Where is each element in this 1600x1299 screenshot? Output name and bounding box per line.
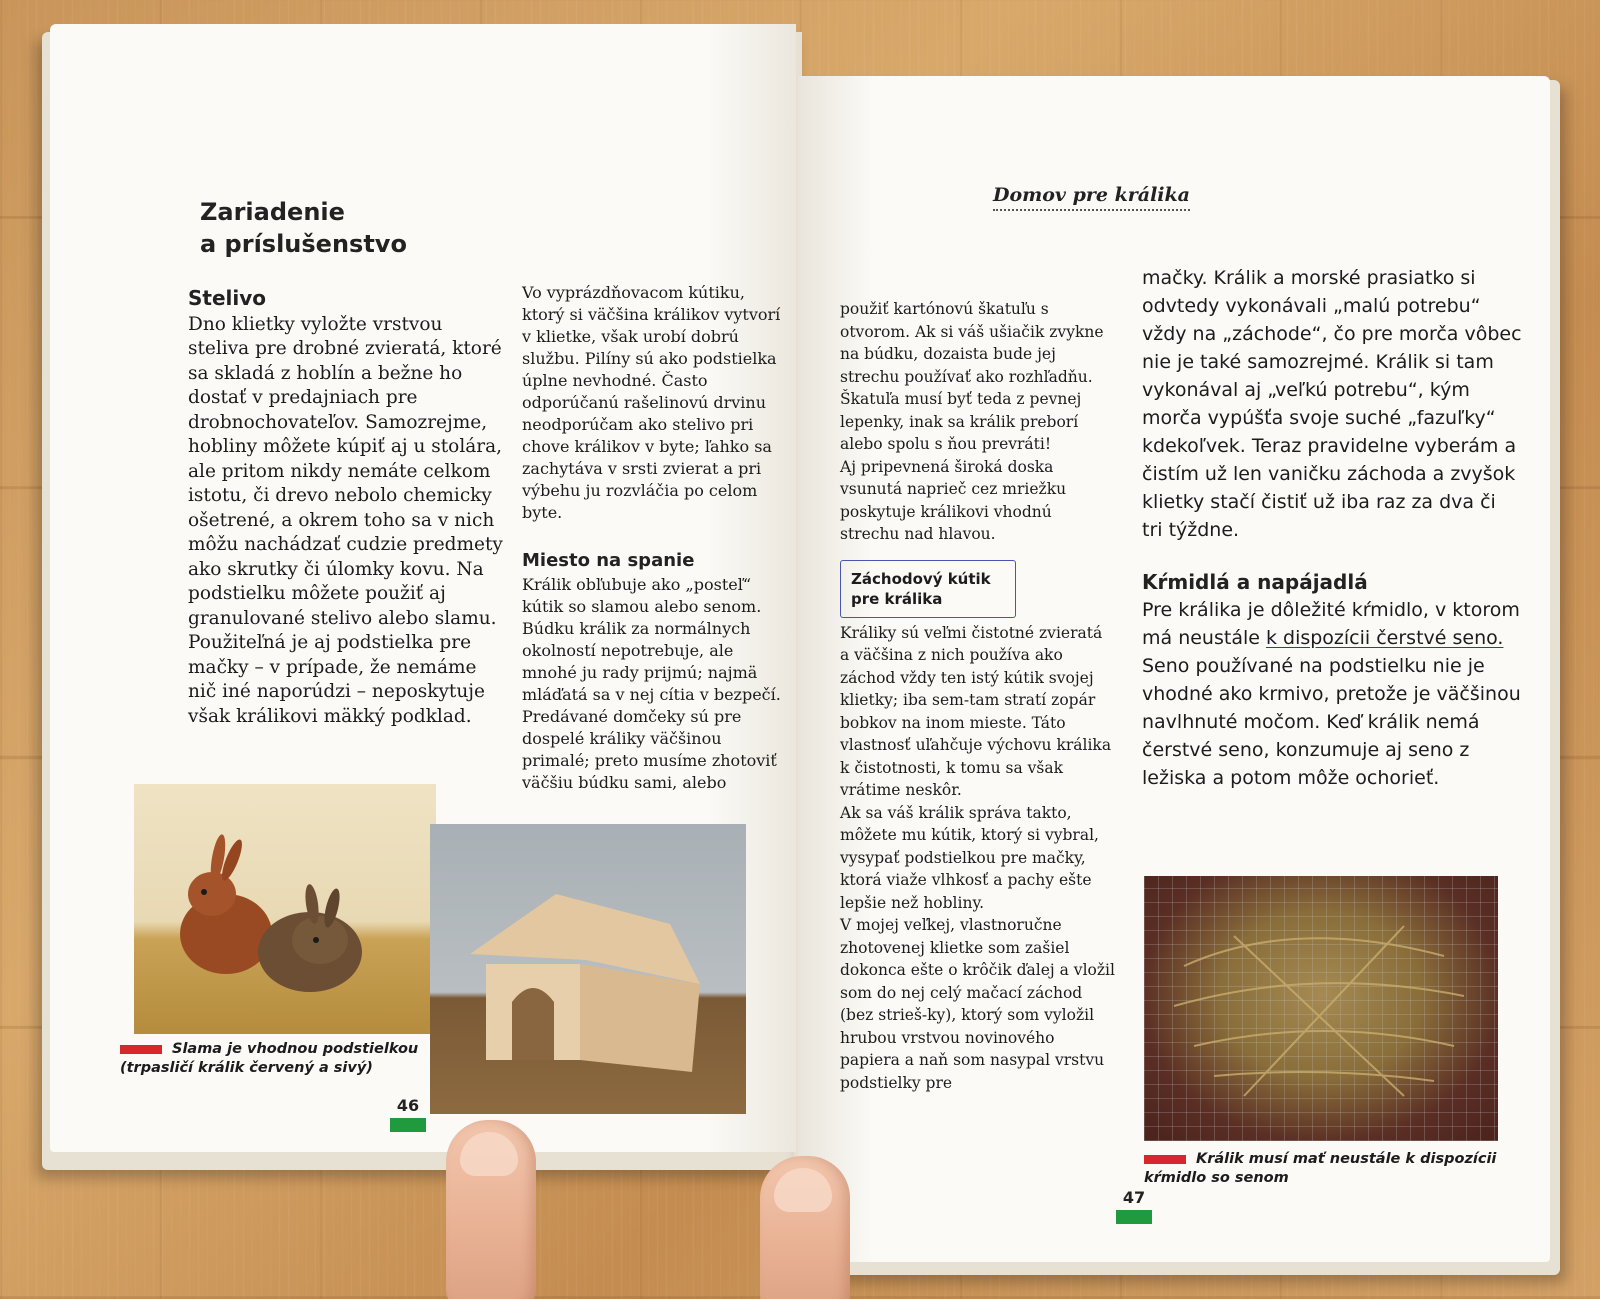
page-number: 46 [388, 1096, 428, 1132]
paragraph: Vo vyprázdňovacom kútiku, ktorý si väčšina králikov vytvorí v klietke, však urobí dobrú službu. Pilíny sú ako podstielka úplne nevhodné. Často odporúčanú rašelinovú drvinu neodporúčam ako stelivo pri chove králikov v byte; ľahko sa zachytáva v srsti zvierat a pri výbehu ju rozvláčia po celom byte. [522, 283, 781, 522]
photo-wooden-rabbit-house [430, 824, 746, 1114]
paragraph: Králik obľubuje ako „posteľ“ kútik so slamou alebo senom. Búdku králik za normálnych okolností nepotrebuje, ale mnohé ju rady prijmú; najmä mláďatá sa v nej cítia v bezpečí. Predávané domčeky sú pre dospelé králiky väčšinou primalé; preto musíme zhotoviť väčšiu búdku sami, alebo [522, 575, 781, 792]
photo-two-dwarf-rabbits-on-straw [134, 784, 436, 1034]
paragraph: V mojej veľkej, vlastnoručne zhotovenej klietke som zašiel dokonca ešte o krôčik ďalej a vložil som do nej celý mačací záchod (bez strieš-ky), ktorý som vyložil hrubou vrstvou novinového papiera a naň som nasypal vrstvu podstielky pre [840, 916, 1115, 1092]
page-title: Zariadenie a príslušenstvo [200, 198, 407, 258]
thumb-left [446, 1120, 536, 1299]
paragraph: mačky. Králik a morské prasiatko si odvtedy vykonávali „malú potrebu“ vždy na „záchode“, čo pre morča vôbec nie je také samozrejmé. Králik si tam vykonával aj „veľkú potrebu“, kým morča vypúšťa svoje suché „fazuľky“ kdekoľvek. Teraz pravidelne vyberám a čistím už len vaničku záchoda a zvyšok klietky stačí čistiť už iba raz za dva či tri týždne. [1142, 267, 1522, 541]
book-spread [38, 10, 1560, 1278]
paragraph: Pre králika je dôležité kŕmidlo, v ktorom má neustále k dispozícii čerstvé seno. Seno používané na podstielku nie je vhodné ako krmivo, pretože je väčšinou navlhnuté močom. Keď králik nemá čerstvé seno, konzumuje aj seno z ležiska a potom môže ochorieť. [1142, 599, 1521, 789]
running-head: Domov pre králika [993, 184, 1190, 211]
page-tab [390, 1118, 426, 1132]
fingernail [460, 1132, 518, 1176]
right-page [798, 76, 1550, 1262]
photo-caption: Králik musí mať neustále k dispozícii kŕmidlo so senom [1144, 1151, 1497, 1186]
photo-caption: Slama je vhodnou podstielkou (trpasličí králik červený a sivý) [120, 1041, 419, 1076]
left-column-1 [188, 286, 506, 729]
section-heading-stelivo: Stelivo [188, 286, 267, 310]
thumb-right [760, 1156, 850, 1299]
page-number: 47 [1114, 1188, 1154, 1224]
fingernail [774, 1168, 832, 1212]
page-tab [1116, 1210, 1152, 1224]
left-column-2 [522, 282, 784, 794]
paragraph: Dno klietky vyložte vrstvou steliva pre drobné zvieratá, ktoré sa skladá z hoblín a bežne ho dostať v predajniach pre drobnochovateľov. Samozrejme, hobliny môžete kúpiť aj u stolára, ale pritom nikdy nemáte celkom istotu, či drevo nebolo chemicky ošetrené, a okrem toho sa v nich môžu nachádzať cudzie predmety ako skrutky či úlomky kovu. Na podstielku môžete použiť aj granulované stelivo alebo slamu. Použiteľná je aj podstielka pre mačky – v prípade, že nemáme nič iné naporúdzi – neposkytuje však králikovi mäkký podklad. [188, 313, 503, 727]
right-column-2 [1142, 264, 1522, 792]
section-heading-krmidla: Kŕmidlá a napájadlá [1142, 570, 1368, 594]
box-heading-zachodovy-kutik: Záchodový kútik pre králika [840, 560, 1016, 618]
caption-marker [1144, 1155, 1186, 1164]
paragraph: Ak sa váš králik správa takto, môžete mu kútik, ktorý si vybral, vysypať podstielkou pre mačky, ktorá viaže vlhkosť a pachy ešte lepšie než hobliny. [840, 803, 1099, 912]
section-heading-miesto-na-spanie: Miesto na spanie [522, 550, 695, 571]
paragraph: použiť kartónovú škatuľu s otvorom. Ak si váš ušiačik zvykne na búdku, dozaista bude jej strechu používať ako rozhľadňu. Škatuľa musí byť teda z pevnej lepenky, inak sa králik preborí alebo spolu s ňou prevráti! [840, 300, 1104, 453]
photo-hay-rack-in-cage [1144, 876, 1498, 1141]
left-page [50, 24, 796, 1152]
right-column-1 [840, 298, 1116, 1094]
paragraph: Aj pripevnená široká doska vsunutá naprieč cez mriežku poskytuje králikovi vhodnú strechu nad hlavou. [840, 457, 1067, 543]
pen-underline: k dispozícii čerstvé seno. [1265, 627, 1504, 649]
caption-marker [120, 1045, 162, 1054]
paragraph: Králiky sú veľmi čistotné zvieratá a väčšina z nich používa ako záchod vždy ten istý kútik svojej klietky; iba sem-tam stratí zopár bobkov na inom mieste. Táto vlastnosť uľahčuje výchovu králika k čistotnosti, k tomu sa však vrátime neskôr. [840, 623, 1112, 799]
